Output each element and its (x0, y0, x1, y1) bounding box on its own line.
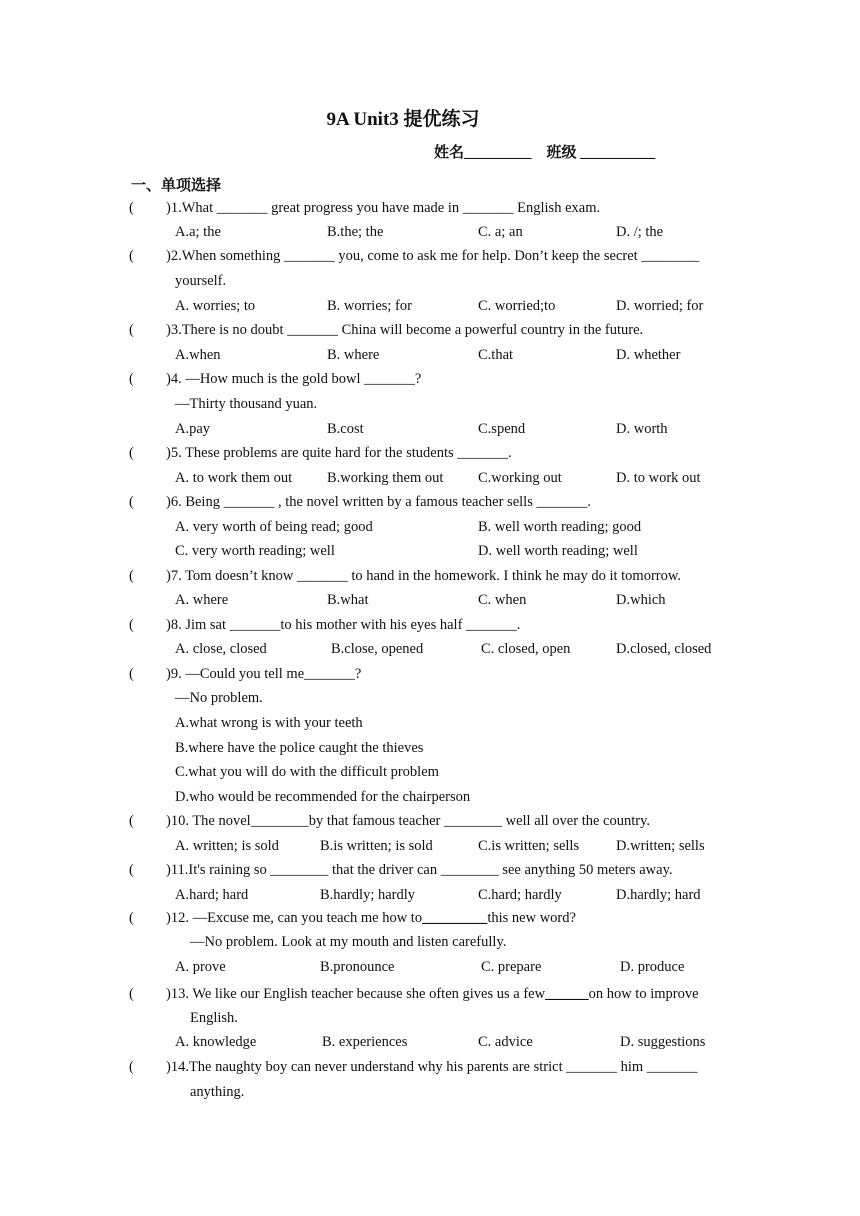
option: D.hardly; hard (616, 887, 701, 903)
option: C.what you will do with the difficult problem (175, 764, 439, 780)
option: B. worries; for (327, 298, 412, 314)
stem-text: )12. —Excuse me, can you teach me how to (166, 910, 423, 926)
answer-paren: ( (129, 617, 134, 633)
stem-text: on how to improve (588, 986, 699, 1002)
answer-paren: ( (129, 666, 134, 682)
option: C. when (478, 592, 527, 608)
option: B.cost (327, 421, 364, 437)
question-stem-continued: yourself. (175, 273, 227, 289)
option: A.when (175, 347, 221, 363)
option: A. where (175, 592, 229, 608)
option: C. prepare (481, 959, 542, 975)
name-class-line: 姓名_________ 班级 __________ (434, 145, 656, 161)
answer-paren: ( (129, 322, 134, 338)
answer-paren: ( (129, 371, 134, 387)
option: D. whether (616, 347, 681, 363)
option: B.close, opened (331, 641, 424, 657)
option: A. to work them out (175, 470, 293, 486)
option: D. well worth reading; well (478, 543, 638, 559)
answer-blank: ______ (545, 986, 589, 1002)
stem-text: this new word? (487, 910, 576, 926)
question-stem-continued: —Thirty thousand yuan. (175, 396, 318, 412)
option: A.pay (175, 421, 211, 437)
option: C.spend (478, 421, 526, 437)
option: A. worries; to (175, 298, 256, 314)
option: B.working them out (327, 470, 444, 486)
option: C.is written; sells (478, 838, 580, 854)
question-stem: )4. —How much is the gold bowl _______? (166, 371, 422, 387)
option: D. worth (616, 421, 668, 437)
option: B.is written; is sold (320, 838, 433, 854)
option: C. advice (478, 1034, 533, 1050)
option: D. suggestions (620, 1034, 706, 1050)
question-stem-continued: English. (190, 1010, 238, 1026)
answer-paren: ( (129, 862, 134, 878)
question-stem: )6. Being _______ , the novel written by a famous teacher sells _______. (166, 494, 591, 510)
question-stem-continued: —No problem. Look at my mouth and listen carefully. (190, 934, 507, 950)
option: B.hardly; hardly (320, 887, 416, 903)
page-title: 9A Unit3 提优练习 (326, 109, 480, 130)
answer-paren: ( (129, 248, 134, 264)
answer-paren: ( (129, 494, 134, 510)
question-stem (166, 910, 576, 927)
option: B. where (327, 347, 380, 363)
option: B. experiences (322, 1034, 408, 1050)
option: B.what (327, 592, 369, 608)
option: D.who would be recommended for the chairperson (175, 789, 471, 805)
option: C. very worth reading; well (175, 543, 335, 559)
option: A.what wrong is with your teeth (175, 715, 363, 731)
option: B. well worth reading; good (478, 519, 642, 535)
option: C.working out (478, 470, 562, 486)
answer-paren: ( (129, 910, 134, 926)
option: D.written; sells (616, 838, 705, 854)
option: B.the; the (327, 224, 384, 240)
option: D. /; the (616, 224, 664, 240)
question-stem: )2.When something _______ you, come to ask me for help. Don’t keep the secret ________ (166, 248, 700, 264)
question-stem-continued: anything. (190, 1084, 245, 1100)
question-stem: )9. —Could you tell me_______? (166, 666, 362, 682)
question-stem-continued: —No problem. (175, 690, 263, 706)
question-stem: )5. These problems are quite hard for the students _______. (166, 445, 512, 461)
option: D. worried; for (616, 298, 704, 314)
option: B.pronounce (320, 959, 395, 975)
question-stem: )11.It's raining so ________ that the driver can ________ see anything 50 meters away. (166, 862, 673, 878)
section-heading: 一、单项选择 (131, 178, 222, 194)
option: D.closed, closed (616, 641, 712, 657)
option: A. very worth of being read; good (175, 519, 373, 535)
answer-blank: _________ (422, 910, 488, 926)
question-stem (166, 986, 699, 1003)
option: A. close, closed (175, 641, 267, 657)
option: A. written; is sold (175, 838, 279, 854)
option: C. a; an (478, 224, 523, 240)
answer-paren: ( (129, 568, 134, 584)
option: A. prove (175, 959, 226, 975)
question-stem: )1.What _______ great progress you have made in _______ English exam. (166, 200, 601, 216)
option: D. to work out (616, 470, 701, 486)
stem-text: )13. We like our English teacher because she often gives us a few (166, 986, 546, 1002)
option: D.which (616, 592, 666, 608)
answer-paren: ( (129, 200, 134, 216)
question-stem: )8. Jim sat _______to his mother with his eyes half _______. (166, 617, 521, 633)
option: A.a; the (175, 224, 221, 240)
option: C.that (478, 347, 514, 363)
answer-paren: ( (129, 445, 134, 461)
option: C. worried;to (478, 298, 556, 314)
question-stem: )3.There is no doubt _______ China will become a powerful country in the future. (166, 322, 644, 338)
question-stem: )7. Tom doesn’t know _______ to hand in the homework. I think he may do it tomorrow. (166, 568, 682, 584)
answer-paren: ( (129, 986, 134, 1002)
answer-paren: ( (129, 813, 134, 829)
answer-paren: ( (129, 1059, 134, 1075)
question-stem: )10. The novel________by that famous teacher ________ well all over the country. (166, 813, 651, 829)
question-stem: )14.The naughty boy can never understand why his parents are strict _______ him _______ (166, 1059, 698, 1075)
option: A.hard; hard (175, 887, 249, 903)
option: A. knowledge (175, 1034, 257, 1050)
option: B.where have the police caught the thieves (175, 740, 424, 756)
option: C.hard; hardly (478, 887, 562, 903)
option: D. produce (620, 959, 685, 975)
option: C. closed, open (481, 641, 571, 657)
